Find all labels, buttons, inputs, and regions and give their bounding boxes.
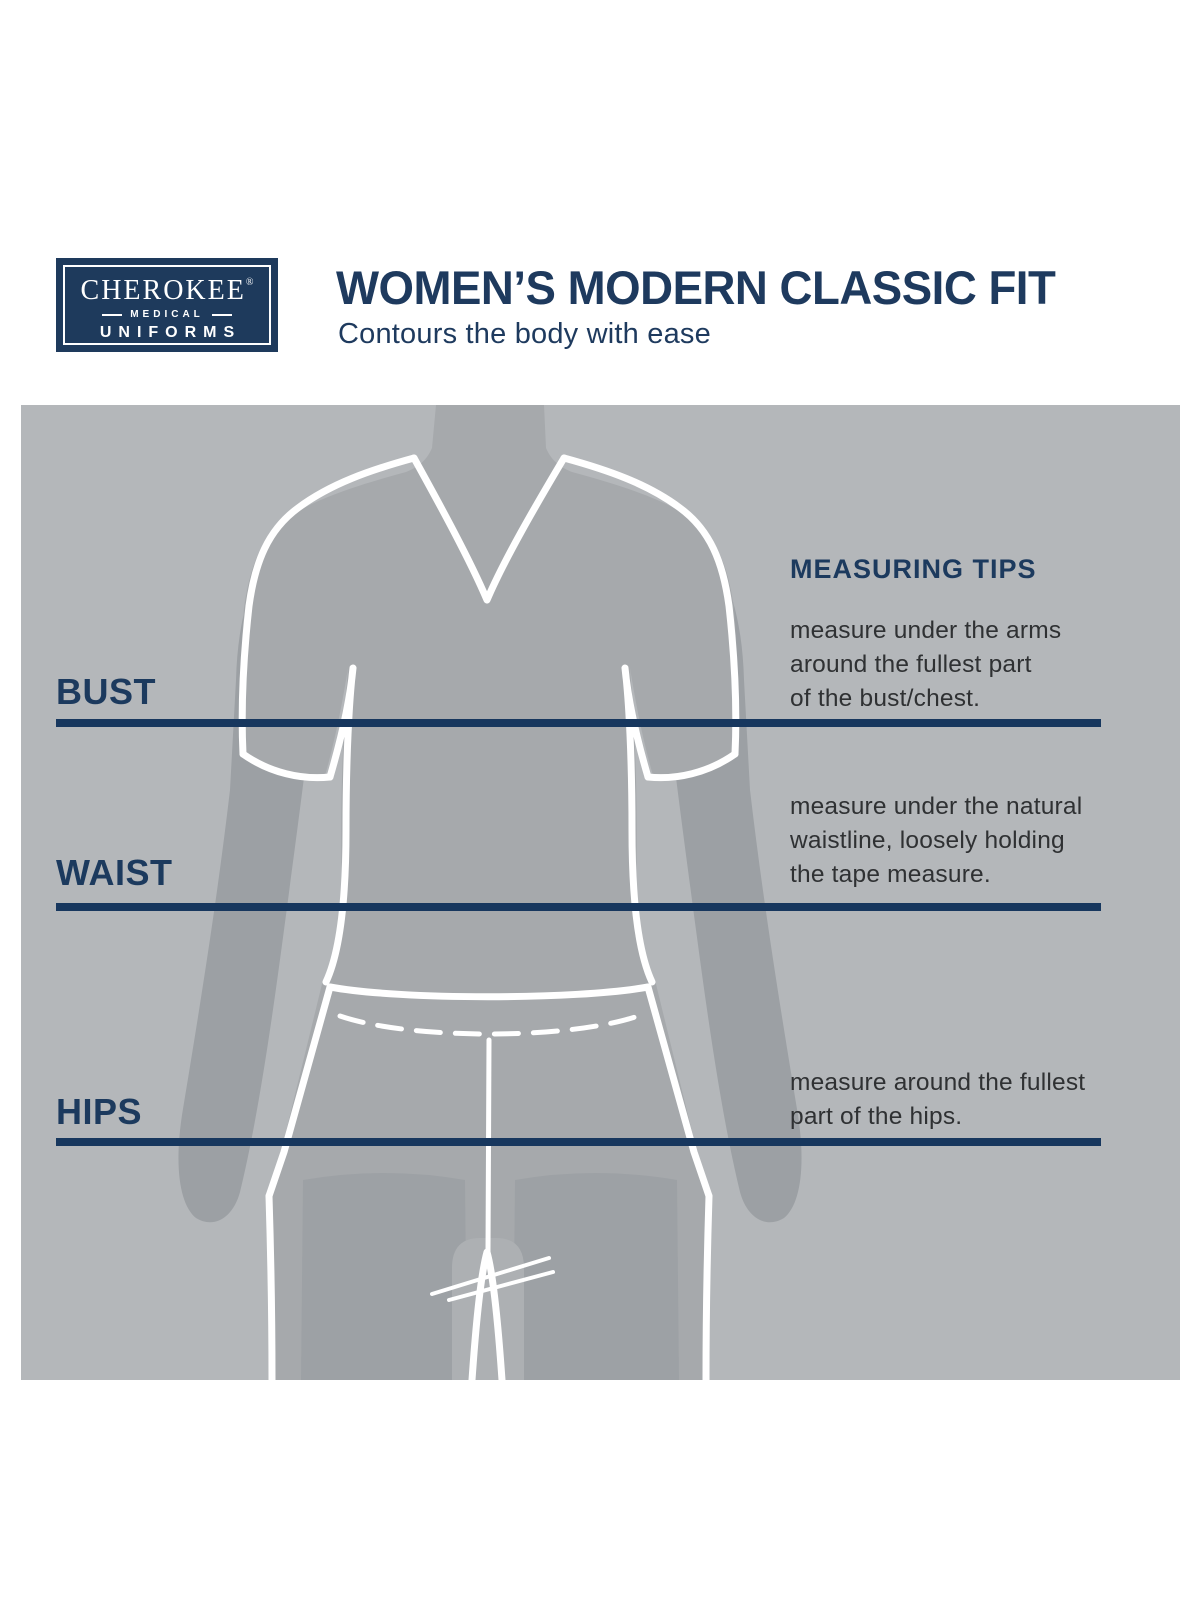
scrubs-silhouette-figure (21, 405, 1180, 1380)
registered-mark: ® (245, 277, 254, 288)
hips-measure-line (56, 1138, 1101, 1146)
center-front-seam (488, 1040, 489, 1252)
fit-diagram-panel (21, 405, 1180, 1380)
bust-measure-line (56, 719, 1101, 727)
bust-tip (790, 614, 1061, 716)
logo-dash (212, 314, 232, 316)
page-title: WOMEN’S MODERN CLASSIC FIT (336, 261, 1056, 314)
bust-tip-line: around the fullest part (790, 651, 1032, 678)
hips-tip (790, 1066, 1085, 1134)
waist-tip (790, 790, 1082, 892)
hips-tip-line: part of the hips. (790, 1103, 963, 1130)
cherokee-logo (56, 258, 278, 352)
waist-tip-line: measure under the natural (790, 793, 1083, 820)
measuring-tips-heading: MEASURING TIPS (790, 554, 1037, 584)
waist-tip-line: the tape measure. (790, 861, 991, 888)
left-pant-outer (269, 1196, 272, 1380)
waist-measure-line (56, 903, 1101, 911)
brand-name-text: CHEROKEE (80, 275, 246, 306)
hips-label: HIPS (56, 1091, 143, 1132)
bust-tip-line: of the bust/chest. (790, 685, 981, 712)
hips-tip-line: measure around the fullest (790, 1069, 1086, 1096)
brand-division-text: MEDICAL (130, 309, 204, 320)
bust-tip-line: measure under the arms (790, 617, 1062, 644)
bust-label: BUST (56, 671, 156, 712)
brand-division (102, 310, 232, 320)
right-pant-outer (706, 1196, 709, 1380)
page-subtitle: Contours the body with ease (338, 318, 711, 350)
waist-label: WAIST (56, 852, 173, 893)
waist-tip-line: waistline, loosely holding (790, 827, 1065, 854)
cherokee-logo-frame (63, 265, 271, 345)
brand-product-line: UNIFORMS (99, 324, 242, 341)
brand-name (81, 269, 254, 305)
logo-dash (102, 314, 122, 316)
